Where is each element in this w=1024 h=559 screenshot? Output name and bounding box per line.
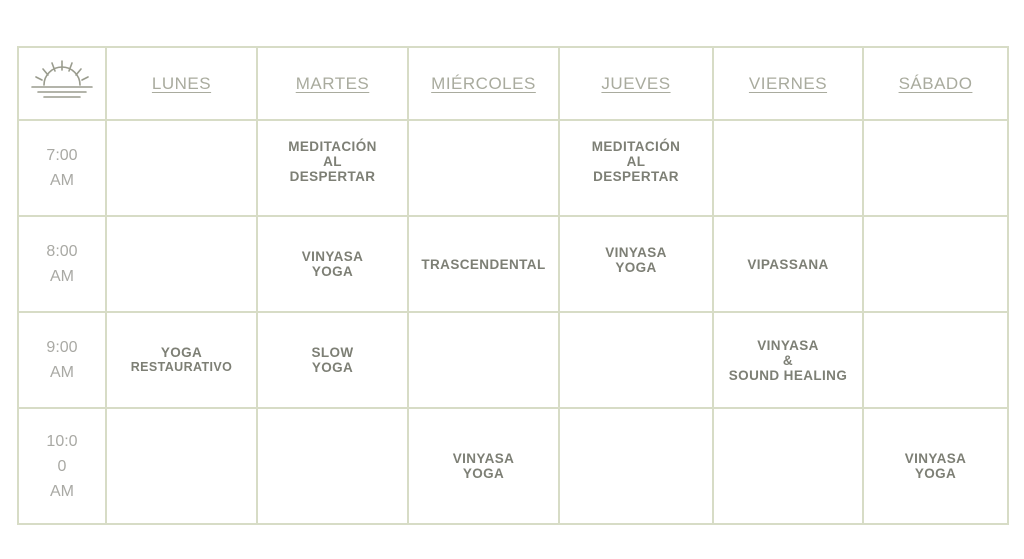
class-cell: MEDITACIÓN AL DESPERTAR <box>257 120 408 216</box>
class-cell: VINYASA YOGA <box>863 408 1008 524</box>
class-cell: VINYASA & SOUND HEALING <box>713 312 863 408</box>
class-cell: VINYASA YOGA <box>257 216 408 312</box>
class-cell: TRASCENDENTAL <box>408 216 559 312</box>
class-cell <box>863 216 1008 312</box>
class-cell <box>408 312 559 408</box>
schedule-table <box>17 46 1009 525</box>
time-cell: 7:00 AM <box>18 120 106 216</box>
day-header: MARTES <box>257 47 408 120</box>
time-cell: 10:0 0 AM <box>18 408 106 524</box>
header-row <box>18 47 1008 120</box>
class-cell <box>559 408 713 524</box>
class-cell <box>559 312 713 408</box>
day-header: MIÉRCOLES <box>408 47 559 120</box>
day-header: SÁBADO <box>863 47 1008 120</box>
time-cell: 9:00 AM <box>18 312 106 408</box>
class-cell: VINYASA YOGA <box>408 408 559 524</box>
class-cell: VINYASA YOGA <box>559 216 713 312</box>
class-cell <box>257 408 408 524</box>
class-cell: VIPASSANA <box>713 216 863 312</box>
class-cell <box>408 120 559 216</box>
time-row <box>18 408 1008 524</box>
time-row <box>18 120 1008 216</box>
day-header: VIERNES <box>713 47 863 120</box>
class-cell <box>106 216 257 312</box>
class-cell <box>713 120 863 216</box>
class-cell: SLOW YOGA <box>257 312 408 408</box>
class-cell: YOGA RESTAURATIVO <box>106 312 257 408</box>
day-header: LUNES <box>106 47 257 120</box>
time-cell: 8:00 AM <box>18 216 106 312</box>
corner-cell <box>18 47 106 120</box>
day-header: JUEVES <box>559 47 713 120</box>
class-cell <box>863 120 1008 216</box>
class-cell <box>713 408 863 524</box>
time-row <box>18 216 1008 312</box>
class-cell <box>106 120 257 216</box>
sunrise-icon <box>30 59 94 103</box>
class-cell: MEDITACIÓN AL DESPERTAR <box>559 120 713 216</box>
class-cell <box>106 408 257 524</box>
class-cell <box>863 312 1008 408</box>
time-row <box>18 312 1008 408</box>
